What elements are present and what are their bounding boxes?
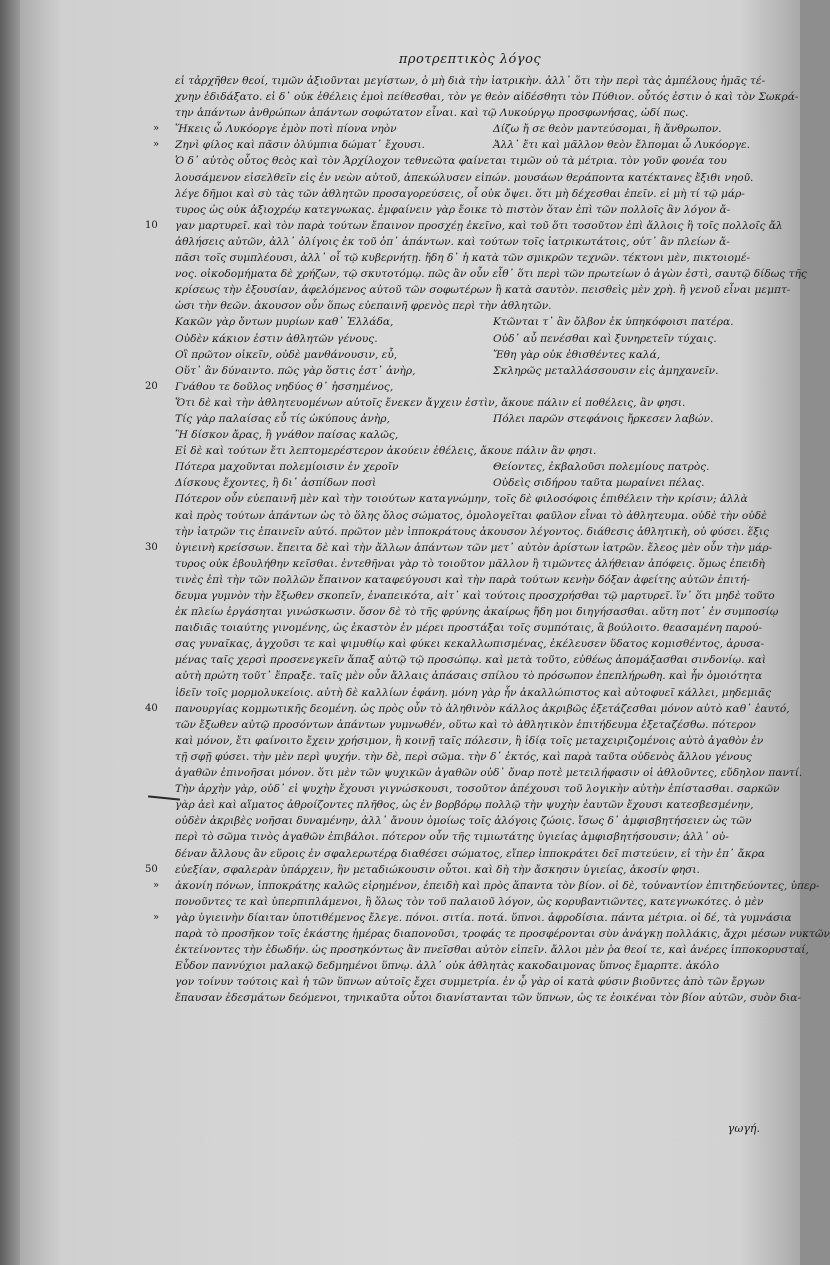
prose-line — [175, 266, 807, 282]
prose-line — [175, 781, 780, 797]
prose-text: ἀκονίη πόνων, ἱπποκράτης καλῶς εἰρημένον, ἐπειδὴ καὶ πρὸς ἅπαντα τὸν βίον. οἱ δὲ, τοὐναντίον ἐπιτηδεύοντες, ὑπερ- — [175, 879, 820, 892]
prose-text: Πότερον οὖν εὐεπαινῆ μὲν καὶ τὴν τοιούτων καταγνώμην, τοῖς δὲ φιλοσόφοις ἐπιθέλειν τὴν κρίσιν; ἀλλὰ — [175, 493, 748, 506]
verse-left-column: Οὕτ᾽ ἂν δύναιντο. πῶς γὰρ ὅστις ἐστ᾽ ἀνὴρ, — [175, 364, 416, 377]
prose-line — [145, 218, 783, 234]
verse-right-column: Ἀλλ᾽ ἔτι καὶ μᾶλλον θεὸν ἔλπομαι ὦ Λυκόοργε. — [493, 139, 751, 152]
prose-text: πονοῦντες τε καὶ ὑπερπιπλάμενοι, ἢ ὅλως τὸν τοῦ παλαιοῦ λόγον, ὡς κορυβαντιῶντες, κατεγνωκότες. ὁ μὲν — [175, 895, 764, 908]
prose-text: λέγε δῆμοι καὶ σὺ τὰς τῶν ἀθλητῶν προσαγορεύσεις, οἷ οὐκ ὄψει. ὅτι μὴ δέχεσθαι ἐπεῖν. εἰ μὴ τί τῷ μάρ- — [175, 187, 745, 200]
prose-text: σας γυναῖκας, ἀγχοῦσι τε καὶ ψιμυθίῳ καὶ φύκει κεκαλλωπισμένας, ἐκέλευσεν ὕδατος κομισθέντος, ἀρυσα- — [175, 638, 765, 651]
verse-line — [153, 121, 765, 137]
quotation-mark-marginal: » — [153, 879, 160, 891]
verse-right-column: Δίζω ἤ σε θεὸν μαντεύσομαι, ἢ ἄνθρωπον. — [493, 123, 722, 136]
prose-text: ἀγαθῶν ἐπινοῆσαι μόνον. ὅτι μὲν τῶν ψυχικῶν ἀγαθῶν οὐδ᾽ ὄναρ ποτὲ μετειλήφασιν οἱ ἀθλοῦντες, εὔδηλον παντί. — [175, 767, 803, 780]
verse-left-column: Οἳ πρῶτον οἰκεῖν, οὐδὲ μανθάνουσιν, εὖ, — [175, 348, 398, 361]
verse-line — [175, 411, 765, 427]
prose-line — [175, 604, 779, 620]
prose-text: μένας ταῖς χερσὶ προσενεγκεῖν ἅπαξ αὐτῷ τῷ προσώπῳ. καὶ μετὰ τοῦτο, εὐθέως ἀπομάξασθαι σινδονίῳ. καὶ — [175, 654, 767, 667]
prose-text: ἰδεῖν τοῖς μορμολυκείοις. αὐτὴ δὲ καλλίων ἐφάνη. μόνη γὰρ ἦν ἀκαλλώπιστος καὶ αὐτοφυεῖ κάλλει, μηδεμιᾶς — [175, 686, 772, 699]
prose-line — [175, 250, 765, 266]
prose-line — [175, 685, 772, 701]
verse-right-column: Πόλει παρῶν στεφάνοις ἤρκεσεν λαβών. — [493, 412, 714, 425]
prose-line — [153, 910, 792, 926]
line-number: 10 — [145, 219, 158, 231]
verse-line — [175, 347, 765, 363]
prose-text: πανουργίας κομμωτικῆς δεομένη. ὡς πρὸς οὖν τὸ ἀληθινὸν κάλλος ἀκριβῶς ἐξετάζεσθαι μόνον αὐτὸ καθ᾽ ἑαυτό, — [175, 702, 790, 715]
prose-line — [175, 926, 830, 942]
verse-line — [175, 314, 765, 330]
running-head: προτρεπτικὸς λόγος — [398, 52, 542, 67]
prose-line — [153, 878, 820, 894]
prose-line — [175, 958, 765, 974]
verse-line — [145, 379, 765, 395]
prose-line — [175, 153, 765, 169]
prose-text: Τὴν ἀρχὴν γὰρ, οὐδ᾽ εἰ ψυχὴν ἔχουσι γιγνώσκουσι, τοσοῦτον ἀπέχουσι τοῦ λογικὴν αὐτὴν ἐπίστασθαι. σαρκῶν — [175, 783, 780, 796]
quotation-mark-marginal: » — [153, 139, 160, 151]
prose-text: Εὗδον παννύχιοι μαλακῷ δεδμημένοι ὕπνῳ. ἀλλ᾽ οὐκ ἀθλητὰς κακοδαιμονας ὕπνος ἔμαρπτε. ἀκόλο — [175, 960, 720, 973]
verse-left-column: Οὐδὲν κάκιον ἐστιν ἀθλητῶν γένους. — [175, 332, 378, 345]
prose-line — [175, 491, 765, 507]
prose-text: ἀθλήσεις αὐτῶν, ἀλλ᾽ ὀλίγοις ἐκ τοῦ ὁπ᾽ ἀπάντων. καὶ τούτων τοῖς ἰατρικωτάτοις, οὐτ᾽ ἂν πλείων ἄ- — [175, 235, 730, 248]
prose-text: λουσάμενον εἰσελθεῖν εἰς ἐν νεὼν αὐτοῦ, ἀπεκώλυσεν εἰπών. μουσάων θεράποντα κατέκτανες ἔξιθι νηοῦ. — [175, 171, 754, 184]
prose-line — [175, 797, 765, 813]
prose-text: ἐκ πλείω ἐργάσηται γινώσκωσιν. ὅσον δὲ τὸ τῆς φρύνης ἀκαίρως ἤδη μοι διηγήσασθαι. αὕτη ποτ᾽ ἐν συμποσίῳ — [175, 606, 779, 619]
prose-text: κρίσεως τὴν ἐξουσίαν, ἀφελόμενος αὐτοῦ τῶν σοφωτέρων ἢ κατὰ σαυτὸν. πεισθεὶς μὲν χρὴ. ἢ γενοῦ εἶναι μεμπτ- — [175, 284, 791, 297]
prose-line — [145, 540, 773, 556]
prose-line — [175, 170, 765, 186]
prose-line — [175, 395, 765, 411]
prose-line — [145, 701, 790, 717]
prose-text: αὐτὴ πρώτη τοῦτ᾽ ἔπραξε. ταῖς μὲν οὖν ἄλλαις ἁπάσαις σπίλου τὸ πρόσωπον ἐπεπλήρωθη. καὶ ἦν ὁμοιότητα — [175, 670, 763, 683]
prose-text: ὑγιεινὴ κρείσσων. ἔπειτα δὲ καὶ τὴν ἄλλων ἁπάντων τῶν μετ᾽ αὐτὸν ἀρίστων ἰατρῶν. ἔλεος μὲν οὖν τὴν μάρ- — [175, 541, 773, 554]
prose-text: εὐεξίαν, σφαλερὰν ὑπάρχειν, ἣν μεταδιώκουσιν οὗτοι. καὶ δὴ τὴν ἄσκησιν ὑγιείας, ἀκοσίν φησι. — [175, 863, 700, 876]
prose-line — [175, 234, 765, 250]
verse-line — [175, 427, 765, 443]
prose-text: οὐδὲν ἀκριβὲς νοῆσαι δυναμένην, ἀλλ᾽ ἄνουν ὁμοίως τοῖς ἀλόγοις ζώοις. ἴσως δ᾽ ἀμφισβητήσειεν ὡς τῶν — [175, 815, 752, 828]
verse-right-column: Κτῶνται τ᾽ ἂν ὄλβον ἐκ ὑπηκόφοισι πατέρα. — [493, 316, 734, 329]
prose-text: παρὰ τὸ προσῆκον τοῖς ἑκάστης ἡμέρας διαπονοῦσι, τροφάς τε προσφέρονται σὺν ἀνάγκῃ πολλάκις, ἄχρι μέσων νυκτῶν — [175, 927, 830, 940]
prose-text: τὴν ἰατρῶν τις ἐπαινεῖν αὐτό. πρῶτον μὲν ἱπποκράτους ἀκουσον λέγοντος. διάθεσις ἀθλητικὴ, οὐ φύσει. ἕξις — [175, 525, 770, 538]
prose-line — [175, 813, 765, 829]
prose-text: νος. οἰκοδομήματα δὲ χρήζων, τῷ σκυτοτόμῳ. πῶς ἂν οὖν εἶθ᾽ ὅτι περὶ τῶν πρωτείων ὁ ἀγὼν ἐστὶ, σαυτῷ δίδως τῆς — [175, 268, 807, 281]
prose-line — [175, 202, 765, 218]
prose-line — [175, 942, 809, 958]
prose-text: γὰρ ἀεὶ καὶ αἵματος ἀθροίζοντες πλῆθος, ὡς ἐν βορβόρῳ πολλῷ τὴν ψυχὴν ἑαυτῶν ἔχουσι κατεσβεσμένην, — [175, 799, 754, 812]
prose-text: τῶν ἔξωθεν αὐτῷ προσόντων ἁπάντων γυμνωθέν, οὕτω καὶ τὸ ἀθλητικὸν ἐπιτήδευμα ἐξεταζέσθω. πότερον — [175, 718, 756, 731]
prose-line — [175, 443, 765, 459]
prose-text: παιδιᾶς τοιαύτης γινομένης, ὡς ἑκαστὸν ἐν μέρει προστάξαι τοῖς συμπόταις, ἃ βούλοιτο. θεασαμένη παρού- — [175, 622, 763, 635]
verse-right-column: Ἔθη γὰρ οὐκ ἐθισθέντες καλά, — [493, 348, 661, 361]
prose-line — [175, 668, 765, 684]
verse-right-column: Σκληρῶς μεταλλάσσουσιν εἰς ἀμηχανεῖν. — [493, 364, 719, 377]
verse-left-column: Κακῶν γὰρ ὄντων μυρίων καθ᾽ Ἑλλάδα, — [175, 316, 394, 329]
prose-text: γον τοίνυν τούτοις καὶ ἡ τῶν ὕπνων αὐτοῖς ἔχει συμμετρία. ἐν ᾧ γὰρ οἱ κατὰ φύσιν βιοῦντες ἀπὸ τῶν ἔργων — [175, 976, 765, 989]
prose-line — [175, 508, 765, 524]
prose-line — [175, 749, 765, 765]
verse-left-column: Γνάθου τε δοῦλος νηδύος θ᾽ ἡσσημένος, — [175, 380, 394, 393]
prose-text: τυρος ὡς οὐκ ἀξιοχρέῳ κατεγνωκας. ἐμφαίνειν γὰρ ἔοικε τὸ πιστὸν ὅταν ἐπὶ τῶν πολλοῖς ἂν λόγον ἄ- — [175, 203, 731, 216]
prose-text: την ἁπάντων ἀνθρώπων ἁπάντων σοφώτατον εἶναι. καὶ τῷ Λυκούργῳ προσφωνήσας, ὡδί πως. — [175, 107, 689, 120]
verse-left-column: Πότερα μαχοῦνται πολεμίοισιν ἐν χεροῖν — [175, 461, 399, 474]
quotation-mark-marginal: » — [153, 911, 160, 923]
prose-line — [175, 733, 765, 749]
verse-left-column: Ἢ δίσκον ἄρας, ἢ γνάθον παίσας καλῶς, — [175, 429, 399, 442]
prose-text: τυρος οὐκ ἐβουλήθην κεῖσθαι. ἐντεθῆναι γὰρ τὸ τοιοῦτον μᾶλλον ἢ τιμῶντες ἀλήθειαν ἀπόφεις. ὅμως ἐπειδὴ — [175, 557, 765, 570]
prose-text: Ὁ δ᾽ αὐτὸς οὗτος θεὸς καὶ τὸν Ἀρχίλοχον τεθνεῶτα φαίνεται τιμῶν οὐ τὰ μέτρια. τὸν γοῦν φονέα του — [175, 155, 727, 168]
prose-text: πᾶσι τοῖς συμπλέουσι, ἀλλ᾽ οἷ τῷ κυβερνήτῃ. ἤδη δ᾽ ἡ κατὰ τῶν σμικρῶν τεχνῶν. τέκτονι μὲν, πικτοιομέ- — [175, 252, 751, 265]
verse-line — [175, 459, 765, 475]
prose-text: γὰρ ὑγιεινὴν δίαιταν ὑποτιθέμενος ἔλεγε. πόνοι. σιτία. ποτά. ὕπνοι. ἀφροδίσια. πάντα μέτρια. οἱ δέ, τὰ γυμνάσια — [175, 911, 792, 924]
prose-line — [175, 588, 775, 604]
prose-text: ἔπαυσαν ἐδεσμάτων δεόμενοι, τηνικαῦτα οὗτοι διανίστανται τῶν ὕπνων, ὡς τε ἐοικέναι τὸν βίον αὐτῶν, συὸν δια- — [175, 992, 801, 1005]
prose-text: δέναν ἄλλους ἂν εὕροις ἐν σφαλερωτέρᾳ διαθέσει σώματος, εἴπερ ἱπποκράτει δεῖ πιστεύειν, εἰ τὴν ἐπ᾽ ἄκρα — [175, 847, 766, 860]
prose-text: Ὅτι δὲ καὶ τὴν ἀθλητευομένων αὐτοῖς ἔνεκεν ἄγχειν ἐστὶν, ἄκουε πάλιν εἰ ποθέλεις, ἂν φησι. — [175, 396, 686, 409]
verse-line — [175, 475, 765, 491]
line-number: 30 — [145, 541, 158, 553]
verse-left-column: Ζηνὶ φίλος καὶ πᾶσιν ὀλύμπια δώματ᾽ ἔχουσι. — [175, 139, 425, 152]
prose-text: χνην ἐδιδάξατο. εἰ δ᾽ οὐκ ἐθέλεις ἐμοὶ πείθεσθαι, τὸν γε θεὸν αἰδέσθητι τὸν Πύθιον. οὗτός ἐστιν ὁ καὶ τὸν Σωκρά- — [175, 91, 799, 104]
prose-line — [175, 829, 765, 845]
prose-text: καὶ πρὸς τούτων ἁπάντων ὡς τὸ ὅλης ὅλος σώματος, ὁμολογεῖται φαῦλον εἶναι τὸ ἀθλητευμα. οὐδὲ τὴν οὐδὲ — [175, 509, 767, 522]
verse-right-column: Οὐδ᾽ αὖ πενέσθαι καὶ ξυνηρετεῖν τύχαις. — [493, 332, 717, 345]
verse-left-column: Ἥκεις ὦ Λυκόοργε ἐμὸν ποτὶ πίονα νηὸν — [175, 123, 397, 136]
prose-text: Εἰ δὲ καὶ τούτων ἔτι λεπτομερέστερον ἀκούειν ἐθέλεις, ἄκουε πάλιν ἂν φησι. — [175, 445, 597, 458]
prose-line — [175, 765, 803, 781]
text-lines — [145, 73, 830, 1006]
prose-line — [175, 282, 791, 298]
prose-line — [175, 298, 765, 314]
prose-text: ἐκτείνοντες τὴν ἐδωδήν. ὡς προσηκόντως ἂν πνεῖσθαι αὐτὸν εἰπεῖν. ἄλλοι μὲν ῥα θεοί τε, καὶ ἀνέρες ἱπποκορυσταί, — [175, 944, 809, 957]
catchword: γωγή. — [727, 1122, 760, 1135]
scan-gutter-shadow — [0, 0, 20, 1265]
verse-right-column: Οὐδεὶς σιδήρου ταῦτα μωραίνει πέλας. — [493, 477, 705, 490]
prose-text: τῇ σφῇ φύσει. τὴν μὲν περὶ ψυχήν. τὴν δὲ, περὶ σῶμα. τὴν δ᾽ ἐκτός, καὶ παρὰ ταῦτα οὐδενὸς ἄλλου γένους — [175, 750, 752, 763]
prose-line — [175, 636, 765, 652]
prose-line — [175, 974, 765, 990]
prose-text: περὶ τὸ σῶμα τινὸς ἀγαθῶν ἐπιβάλοι. πότερον οὖν τῆς τιμιωτάτης ὑγιείας ἀμφισβητήσουσιν; ἀλλ᾽ οὐ- — [175, 831, 729, 844]
prose-text: εἰ τἀρχῆθεν θεοί, τιμῶν ἀξιοῦνται μεγίστων, ὁ μὴ διὰ τὴν ἰατρικὴν. ἀλλ᾽ ὅτι τὴν περὶ τὰς ἀμπέλους ἡμᾶς τέ- — [175, 75, 766, 87]
prose-line — [175, 89, 799, 105]
verse-right-column: Θείοντες, ἐκβαλοῦσι πολεμίους πατρὸς. — [493, 461, 710, 474]
prose-text: ὡσι τὴν θεῶν. ἀκουσον οὖν ὅπως εὐεπαινῆ φρενὸς περὶ τὴν ἀθλητῶν. — [175, 300, 552, 313]
line-number: 40 — [145, 702, 158, 714]
prose-text: δευμα γυμνὸν τὴν ἔξωθεν σκοπεῖν, ἐναπεικότα, αἰτ᾽ καὶ τούτοις προσχρήσθαι τῷ μαρτυρεῖ. ἵν᾽ ὅτι μηδὲ τοῦτο — [175, 590, 775, 602]
prose-line — [175, 524, 770, 540]
prose-line — [175, 73, 765, 89]
prose-line — [175, 717, 765, 733]
verse-left-column: Δίσκους ἔχοντες, ἢ δι᾽ ἀσπίδων ποσὶ — [175, 477, 377, 490]
line-number: 20 — [145, 380, 158, 392]
prose-text: καὶ μόνον, ἔτι φαίνοιτο ἔχειν χρήσιμον, ἢ κοινῇ ταῖς πόλεσιν, ἢ ἰδίᾳ τοῖς μεταχειριζομένοις αὐτὸ ἀγαθὸν ἐν — [175, 734, 764, 747]
verse-left-column: Τίς γὰρ παλαίσας εὖ τίς ὠκύπους ἀνὴρ, — [175, 412, 390, 425]
prose-line — [175, 186, 765, 202]
verse-line — [175, 331, 765, 347]
text-block — [145, 52, 830, 1006]
line-number: 50 — [145, 863, 158, 875]
prose-line — [175, 105, 765, 121]
verse-line — [175, 363, 765, 379]
prose-line — [175, 556, 765, 572]
prose-line — [145, 862, 765, 878]
prose-text: γαν μαρτυρεῖ. καὶ τὸν παρὰ τούτων ἔπαινον προσχέῃ ἐκεῖνο, καὶ τοῦ ὅτι τοσοῦτον ἐπὶ ἄλλοις ἢ τοῖς πολλοῖς ἄλ — [175, 219, 783, 232]
prose-line — [175, 572, 765, 588]
verse-line — [153, 137, 765, 153]
prose-text: τινὲς ἐπὶ τὴν τῶν πολλῶν ἔπαινον καταφεύγουσι καὶ τὴν παρὰ τούτων κενὴν δόξαν ἀφείτης αὐτῶν ἐπιτή- — [175, 573, 750, 586]
quotation-mark-marginal: » — [153, 123, 160, 135]
prose-line — [175, 894, 765, 910]
prose-line — [175, 652, 765, 668]
prose-line — [175, 620, 765, 636]
prose-line — [175, 990, 801, 1006]
prose-line — [175, 846, 765, 862]
